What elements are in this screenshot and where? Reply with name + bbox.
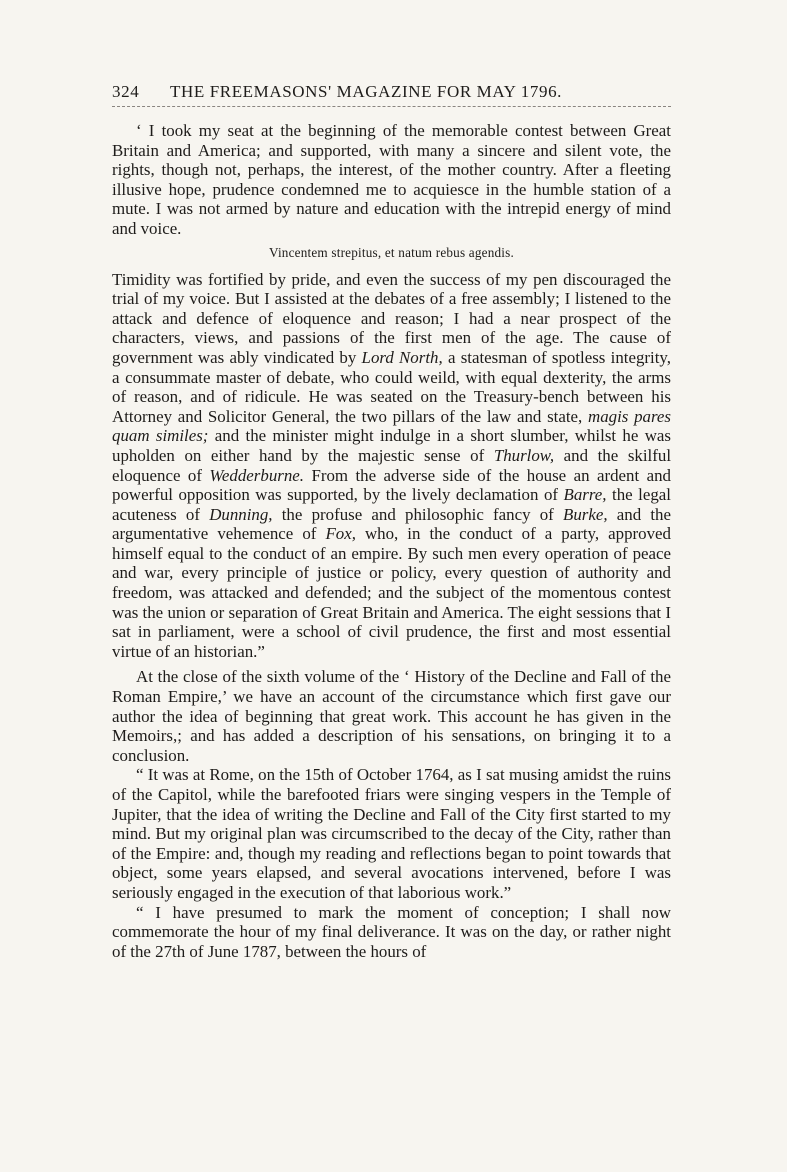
text-run: and the skilful eloquence of [112, 445, 672, 485]
latin-motto: Vincentem strepitus, et natum rebus agendis. [269, 244, 514, 260]
name-fox: Fox, [325, 524, 356, 544]
text-run: the profuse and philosophic fancy of [272, 504, 564, 524]
text-run: and the argumentative vehemence of [112, 504, 672, 544]
paragraph-final-deliverance: “ I have presumed to mark the moment of conception; I shall now commemorate the hour of my final deliverance. It was on the day, or rather night of the 27th of June 1787, between the hours of [112, 902, 671, 961]
running-title: THE FREEMASONS' MAGAZINE FOR MAY 1796. [170, 82, 563, 101]
text-run: a statesman of spotless integrity, a consummate master of debate, who could weild, with equal dexterity, the arms of reason, and of ridicule. He was seated on the Treasury-bench between his Attorney and Solicitor General, the two pillars of the law and state, [112, 347, 671, 426]
paragraph-seat-in-parliament: ‘ I took my seat at the beginning of the memorable contest between Great Britain and America; and supported, with many a sincere and silent vote, the rights, though not, perhaps, the interest, of the mother country. After a fleeting illusive hope, prudence condemned me to acquiesce in the humble station of a mute. I was not armed by nature and education with the intrepid energy of mind and voice. [112, 121, 671, 238]
paragraph-decline-and-fall: At the close of the sixth volume of the ‘ History of the Decline and Fall of the Roman Empire,’ we have an account of the circumstance which first gave our author the idea of beginning that great work. This account he has given in the Memoirs,; and has added a description of his sensations, on bringing it to a conclusion. [112, 667, 671, 765]
name-barre: Barre, [563, 485, 607, 505]
paragraph-rome-capitol: “ It was at Rome, on the 15th of October 1764, as I sat musing amidst the ruins of the Capitol, while the barefooted friars were singing vespers in the Temple of Jupiter, that the idea of writing the Decline and Fall of the City first started to my mind. But my original plan was circumscribed to the decay of the City, rather than of the Empire: and, though my reading and reflections began to point towards that object, some years elapsed, and several avocations intervened, before I was seriously engaged in the execution of that laborious work.” [112, 765, 671, 902]
page-number: 324 [112, 82, 140, 101]
name-dunning: Dunning, [209, 504, 273, 524]
paragraph-debates [112, 270, 671, 662]
running-header [112, 82, 671, 107]
name-lord-north: Lord North, [361, 347, 443, 367]
name-burke: Burke, [563, 504, 608, 524]
text-run: the legal acuteness of [112, 485, 671, 524]
text-run: who, in the conduct of a party, approved himself equal to the conduct of an empire. By such men every operation of peace and war, every principle of justice or policy, every question of authority and freedom, was attacked and defended; and the subject of the momentous contest was the union or separation of Great Britain and America. The eight sessions that I sat in parliament, were a school of civil prudence, the first and most essential virtue of an historian.” [112, 524, 671, 661]
latin-phrase: magis pares quam similes; [112, 406, 672, 446]
name-thurlow: Thurlow, [493, 445, 555, 465]
text-run: Timidity was fortified by pride, and even the success of my pen discouraged the trial of my voice. But I assisted at the debates of a free assembly; I listened to the attack and defence of eloquence and reason; I had a near prospect of the characters, views, and passions of the first men of the age. The cause of government was ably vindicated by [112, 269, 671, 367]
name-wedderburne: Wedderburne. [209, 465, 305, 485]
text-run: and the minister might indulge in a short slumber, whilst he was upholden on either hand by the majestic sense of [112, 426, 671, 465]
text-run: From the adverse side of the house an ardent and powerful opposition was supported, by the lively declamation of [112, 465, 671, 505]
